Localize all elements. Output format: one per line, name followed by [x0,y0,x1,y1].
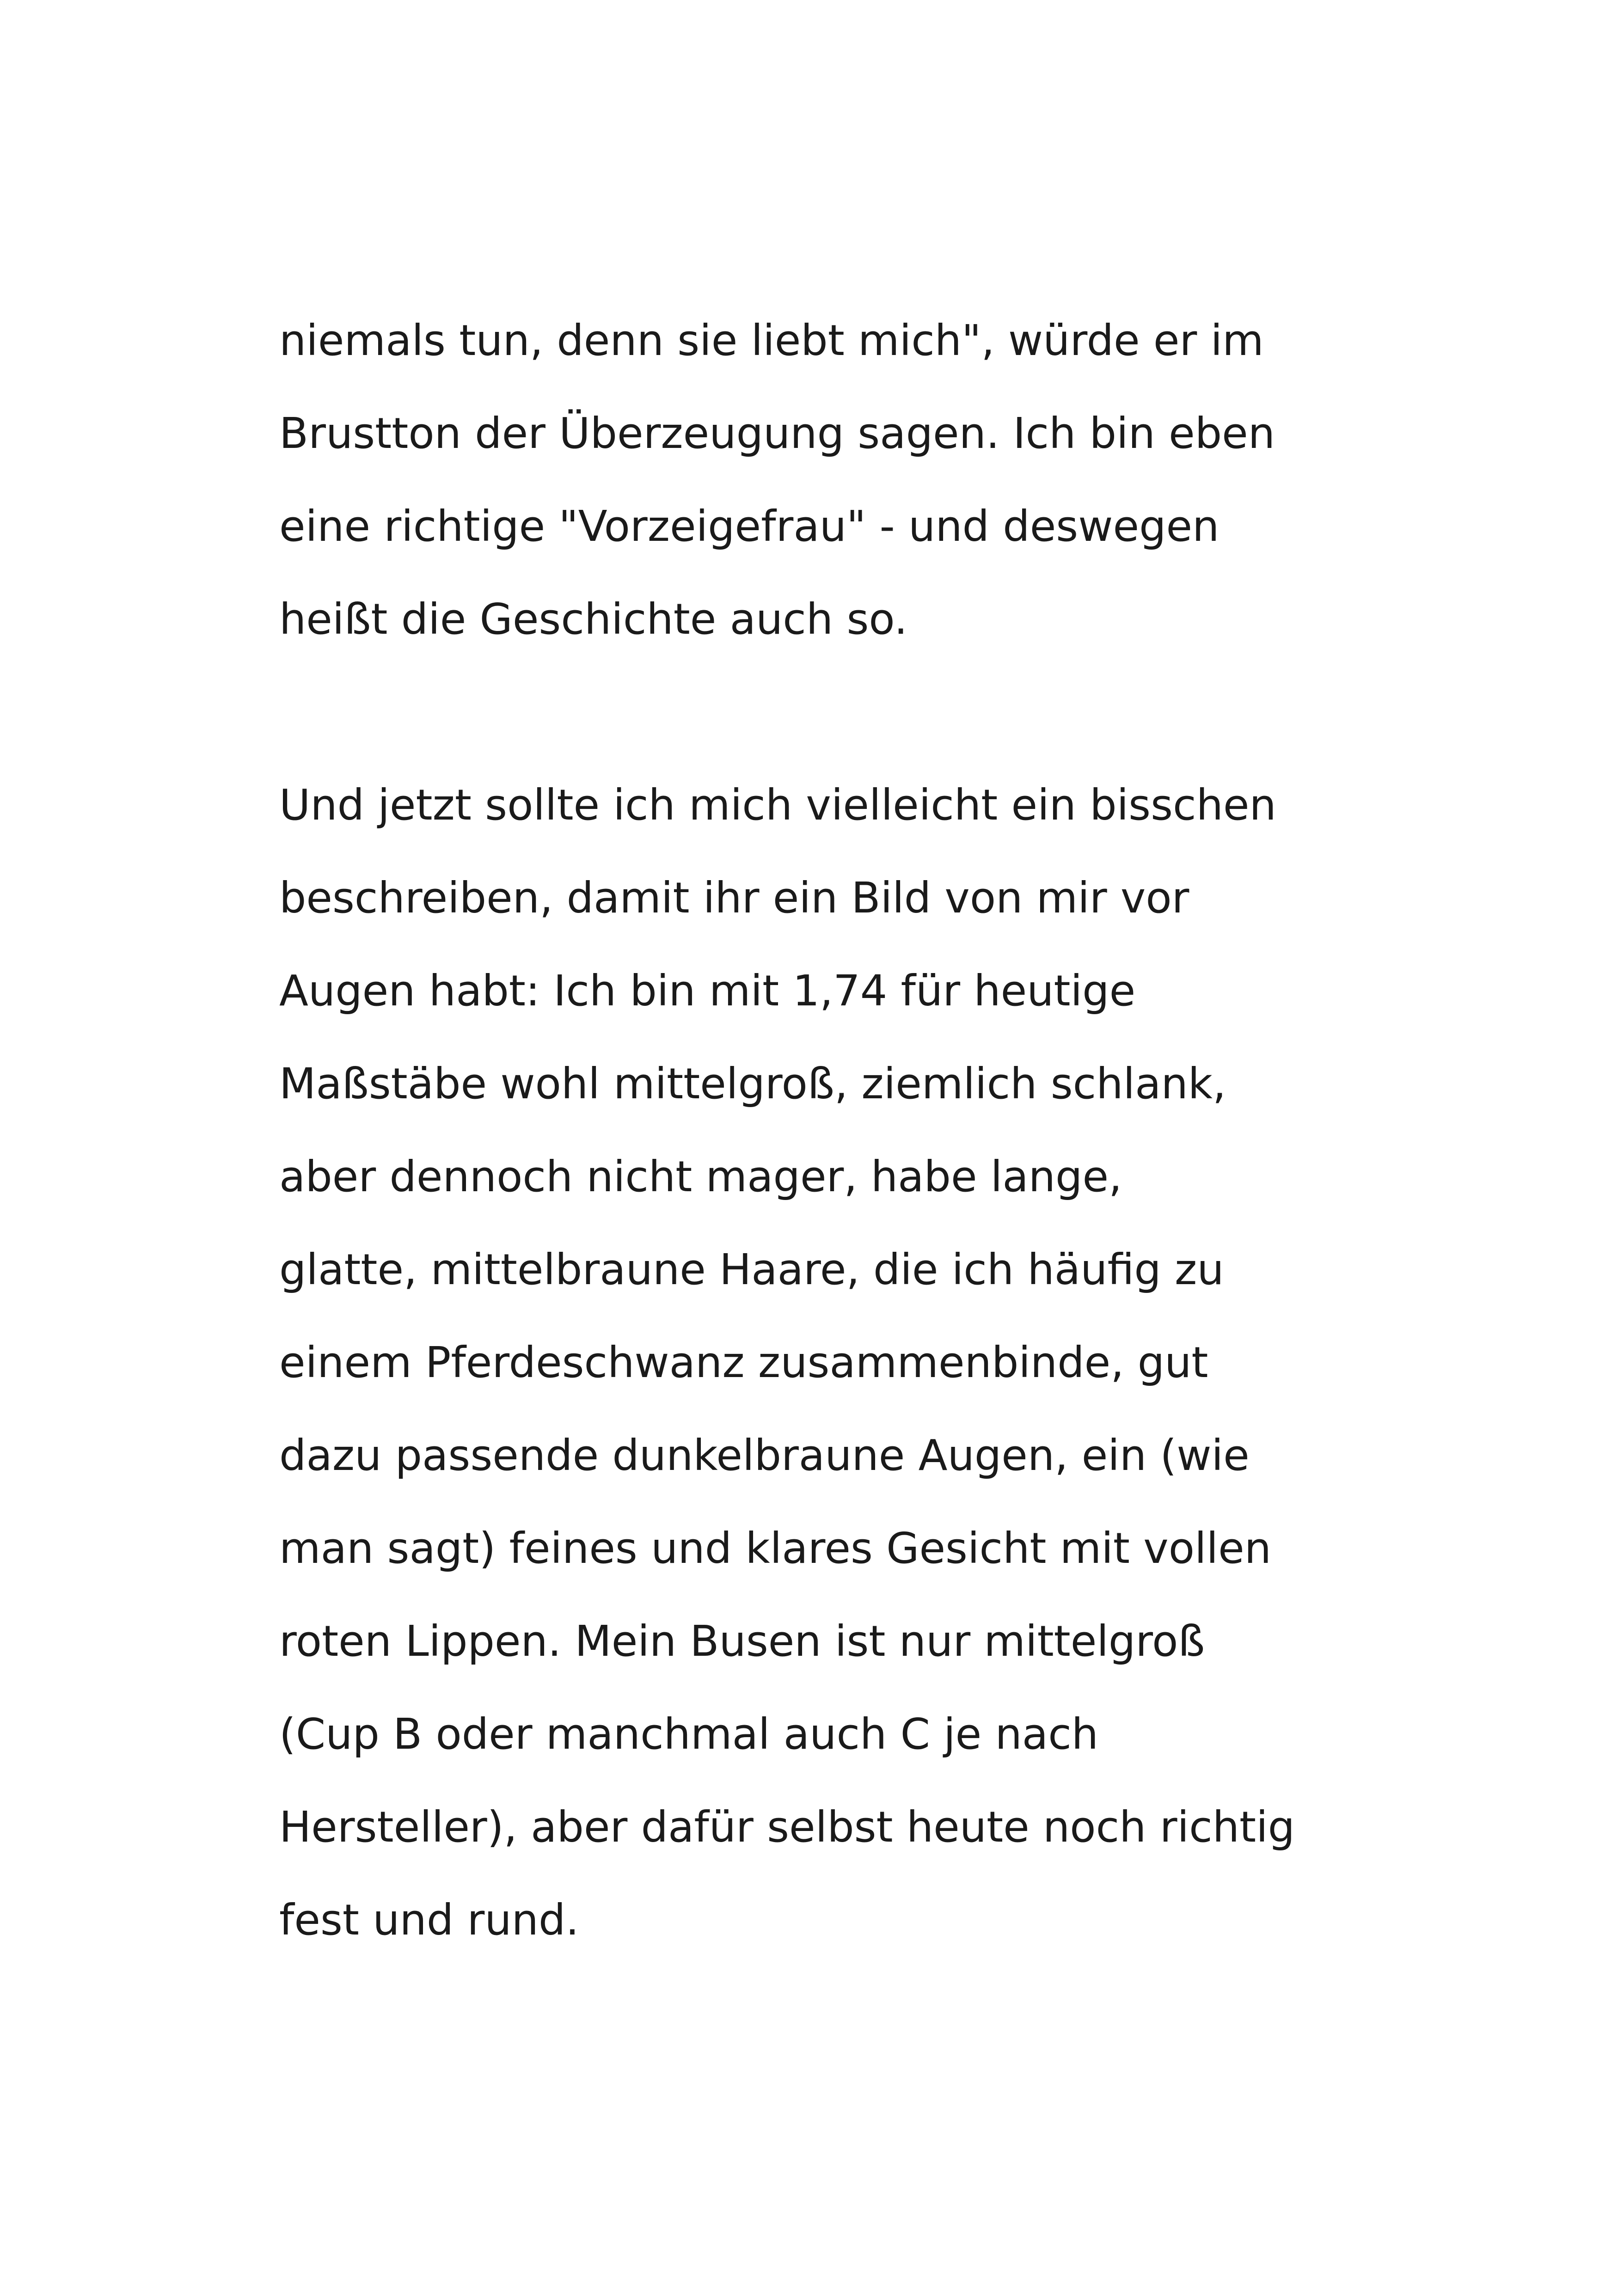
text-line: einem Pferdeschwanz zusammenbinde, gut [279,1338,1208,1387]
text-line: dazu passende dunkelbraune Augen, ein (wie [279,1431,1250,1480]
paragraph-2 [279,759,1389,1966]
text-line: Brustton der Überzeugung sagen. Ich bin eben [279,409,1275,458]
text-line: heißt die Geschichte auch so. [279,594,908,644]
paragraph-1 [279,294,1389,666]
text-line: (Cup B oder manchmal auch C je nach [279,1709,1099,1759]
text-line: roten Lippen. Mein Busen ist nur mittelgroß [279,1616,1205,1666]
body-text [279,294,1389,1966]
text-line: Und jetzt sollte ich mich vielleicht ein bisschen [279,780,1276,830]
text-line: man sagt) feines und klares Gesicht mit vollen [279,1524,1272,1573]
text-line: glatte, mittelbraune Haare, die ich häufig zu [279,1245,1224,1294]
text-line: Hersteller), aber dafür selbst heute noch richtig [279,1802,1295,1852]
text-line: fest und rund. [279,1895,579,1945]
text-line: eine richtige "Vorzeigefrau" - und deswegen [279,502,1220,551]
text-line: Augen habt: Ich bin mit 1,74 für heutige [279,966,1136,1016]
text-line: aber dennoch nicht mager, habe lange, [279,1152,1122,1201]
paragraph-spacer [279,666,1389,759]
text-line: beschreiben, damit ihr ein Bild von mir vor [279,873,1189,923]
text-line: Maßstäbe wohl mittelgroß, ziemlich schlank, [279,1059,1226,1108]
text-line: niemals tun, denn sie liebt mich", würde er im [279,316,1264,365]
